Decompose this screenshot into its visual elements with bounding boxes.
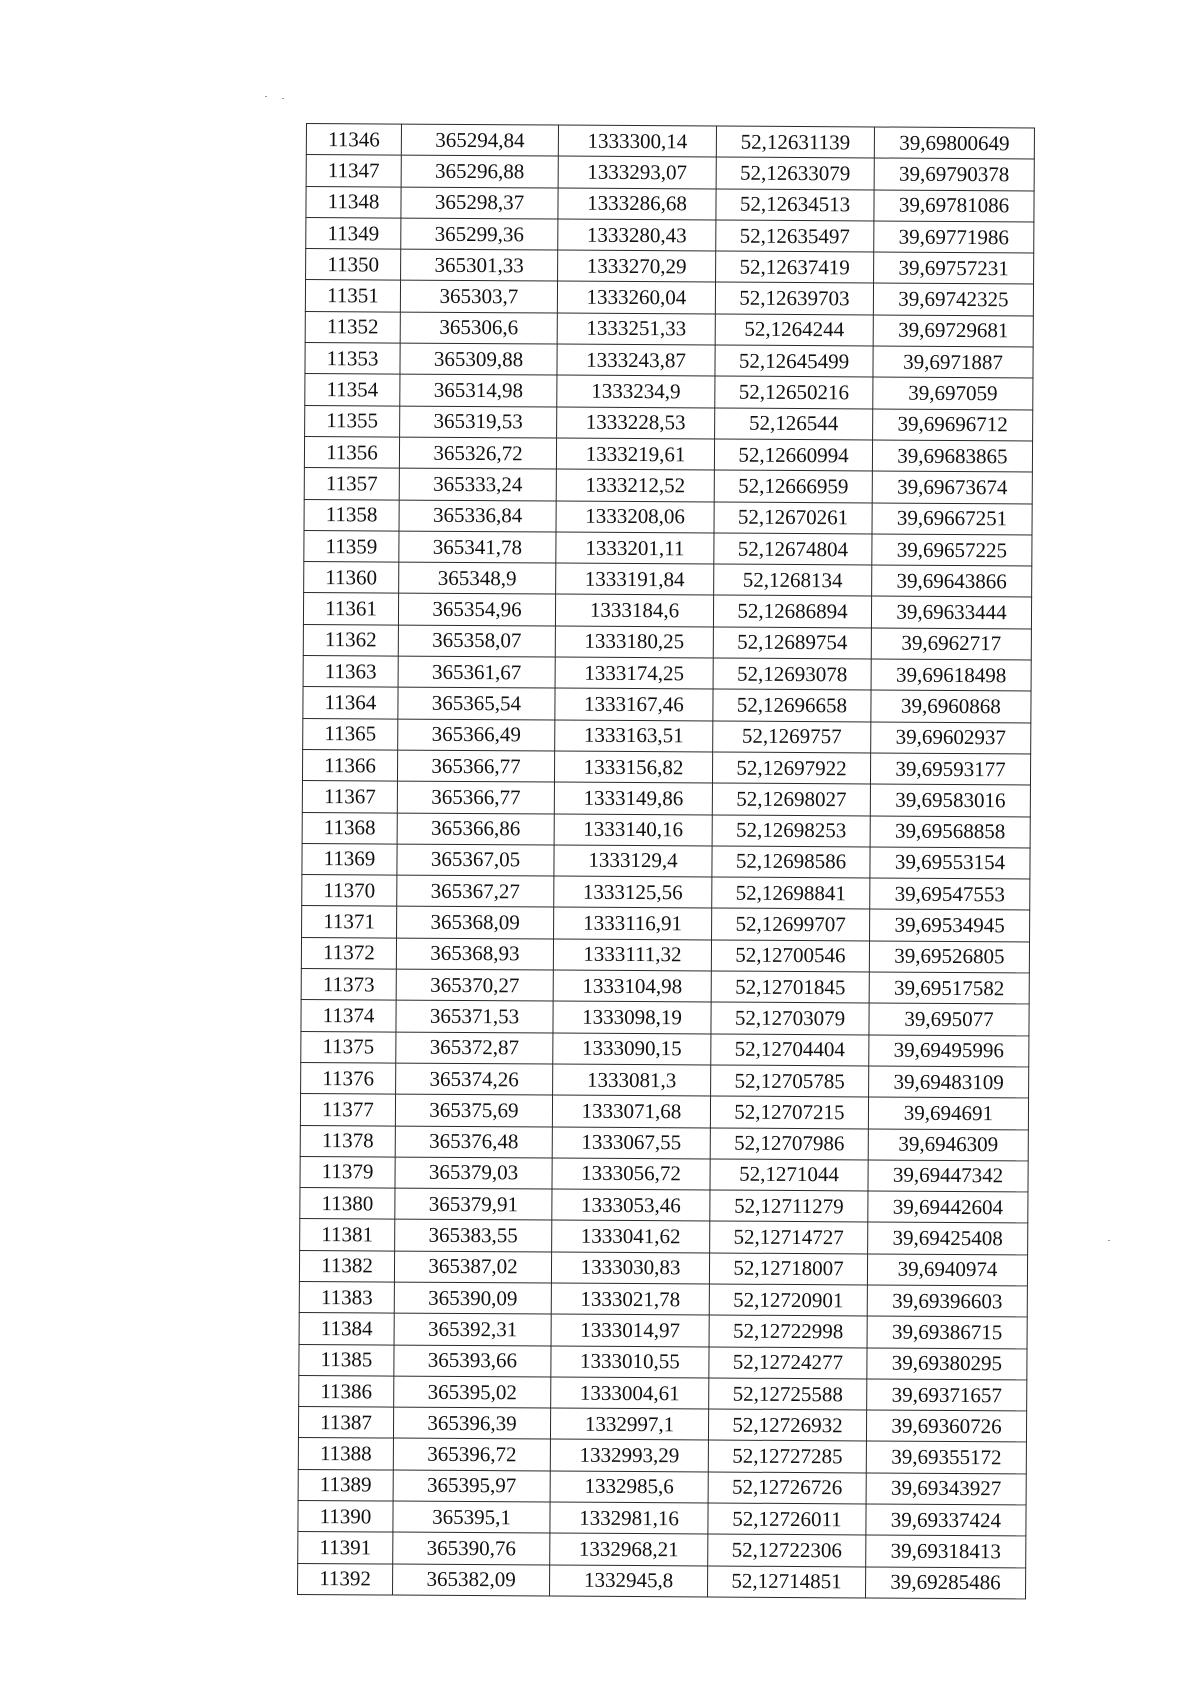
y-coordinate-cell: 1333180,25 xyxy=(555,626,713,658)
longitude-cell: 39,697059 xyxy=(873,377,1033,409)
table-row xyxy=(304,530,1032,566)
point-number-cell: 11391 xyxy=(298,1532,393,1564)
point-number-cell: 11374 xyxy=(301,1000,396,1032)
y-coordinate-cell: 1333208,06 xyxy=(556,501,714,533)
table-row xyxy=(303,624,1031,660)
longitude-cell: 39,69517582 xyxy=(869,972,1029,1004)
table-row xyxy=(304,562,1032,598)
point-number-cell: 11388 xyxy=(298,1438,393,1470)
latitude-cell: 52,12703079 xyxy=(711,1002,869,1034)
x-coordinate-cell: 365395,97 xyxy=(393,1470,550,1502)
table-row xyxy=(305,374,1033,410)
latitude-cell: 52,12666959 xyxy=(714,470,872,502)
longitude-cell: 39,69337424 xyxy=(866,1504,1026,1536)
latitude-cell: 52,12722306 xyxy=(708,1534,866,1566)
table-row xyxy=(301,1031,1029,1067)
y-coordinate-cell: 1333234,9 xyxy=(557,375,715,407)
x-coordinate-cell: 365383,55 xyxy=(395,1219,552,1251)
latitude-cell: 52,12633079 xyxy=(716,157,874,189)
point-number-cell: 11364 xyxy=(303,687,398,719)
table-row xyxy=(298,1469,1026,1505)
longitude-cell: 39,69355172 xyxy=(866,1441,1026,1473)
latitude-cell: 52,12698586 xyxy=(712,846,870,878)
latitude-cell: 52,12689754 xyxy=(713,627,871,659)
longitude-cell: 39,6960868 xyxy=(871,690,1031,722)
point-number-cell: 11375 xyxy=(301,1031,396,1063)
table-row xyxy=(303,718,1031,754)
latitude-cell: 52,12634513 xyxy=(716,189,874,221)
longitude-cell: 39,69583016 xyxy=(870,784,1030,816)
y-coordinate-cell: 1333071,68 xyxy=(552,1095,710,1127)
x-coordinate-cell: 365370,27 xyxy=(396,969,553,1001)
y-coordinate-cell: 1333067,55 xyxy=(552,1127,710,1159)
y-coordinate-cell: 1333140,16 xyxy=(554,814,712,846)
longitude-cell: 39,69729681 xyxy=(873,315,1033,347)
longitude-cell: 39,69425408 xyxy=(868,1222,1028,1254)
y-coordinate-cell: 1333201,11 xyxy=(556,532,714,564)
x-coordinate-cell: 365296,88 xyxy=(401,155,558,187)
x-coordinate-cell: 365366,77 xyxy=(397,781,554,813)
y-coordinate-cell: 1333191,84 xyxy=(556,563,714,595)
x-coordinate-cell: 365361,67 xyxy=(398,656,555,688)
table-row xyxy=(301,1000,1029,1036)
longitude-cell: 39,695077 xyxy=(869,1003,1029,1035)
x-coordinate-cell: 365390,76 xyxy=(393,1532,550,1564)
table-row xyxy=(300,1125,1028,1161)
y-coordinate-cell: 1333184,6 xyxy=(555,594,713,626)
point-number-cell: 11360 xyxy=(304,562,399,594)
table-row xyxy=(303,593,1031,629)
point-number-cell: 11387 xyxy=(298,1407,393,1439)
point-number-cell: 11356 xyxy=(304,436,399,468)
coordinates-table-body xyxy=(298,124,1035,1599)
x-coordinate-cell: 365371,53 xyxy=(396,1000,553,1032)
point-number-cell: 11365 xyxy=(303,718,398,750)
latitude-cell: 52,12698841 xyxy=(712,877,870,909)
y-coordinate-cell: 1333004,61 xyxy=(551,1377,709,1409)
longitude-cell: 39,69396603 xyxy=(867,1285,1027,1317)
table-row xyxy=(306,124,1034,160)
longitude-cell: 39,69657225 xyxy=(872,534,1032,566)
table-row xyxy=(301,969,1029,1005)
longitude-cell: 39,6946309 xyxy=(868,1128,1028,1160)
x-coordinate-cell: 365309,88 xyxy=(400,343,557,375)
x-coordinate-cell: 365366,77 xyxy=(397,750,554,782)
x-coordinate-cell: 365333,24 xyxy=(399,468,556,500)
point-number-cell: 11366 xyxy=(302,749,397,781)
x-coordinate-cell: 365358,07 xyxy=(398,625,555,657)
x-coordinate-cell: 365298,37 xyxy=(401,187,558,219)
table-row xyxy=(306,186,1034,222)
y-coordinate-cell: 1332997,1 xyxy=(550,1408,708,1440)
y-coordinate-cell: 1332985,6 xyxy=(550,1471,708,1503)
point-number-cell: 11390 xyxy=(298,1501,393,1533)
point-number-cell: 11386 xyxy=(299,1375,394,1407)
longitude-cell: 39,69553154 xyxy=(870,847,1030,879)
longitude-cell: 39,69380295 xyxy=(867,1348,1027,1380)
table-row xyxy=(298,1501,1026,1537)
table-row xyxy=(299,1344,1027,1380)
latitude-cell: 52,12707215 xyxy=(710,1096,868,1128)
latitude-cell: 52,12639703 xyxy=(715,282,873,314)
latitude-cell: 52,1269757 xyxy=(713,721,871,753)
y-coordinate-cell: 1333129,4 xyxy=(554,845,712,877)
y-coordinate-cell: 1333010,55 xyxy=(551,1346,709,1378)
point-number-cell: 11367 xyxy=(302,781,397,813)
y-coordinate-cell: 1333270,29 xyxy=(558,250,716,282)
table-row xyxy=(306,217,1034,253)
longitude-cell: 39,69442604 xyxy=(868,1191,1028,1223)
longitude-cell: 39,69534945 xyxy=(870,909,1030,941)
x-coordinate-cell: 365299,36 xyxy=(401,218,558,250)
y-coordinate-cell: 1333251,33 xyxy=(557,313,715,345)
longitude-cell: 39,69742325 xyxy=(873,283,1033,315)
table-row xyxy=(298,1532,1026,1568)
y-coordinate-cell: 1333116,91 xyxy=(554,907,712,939)
latitude-cell: 52,12696658 xyxy=(713,689,871,721)
longitude-cell: 39,69343927 xyxy=(866,1473,1026,1505)
x-coordinate-cell: 365367,27 xyxy=(397,875,554,907)
y-coordinate-cell: 1333219,61 xyxy=(556,438,714,470)
point-number-cell: 11377 xyxy=(300,1094,395,1126)
x-coordinate-cell: 365319,53 xyxy=(400,406,557,438)
y-coordinate-cell: 1333156,82 xyxy=(554,751,712,783)
point-number-cell: 11370 xyxy=(302,875,397,907)
x-coordinate-cell: 365379,03 xyxy=(395,1157,552,1189)
point-number-cell: 11384 xyxy=(299,1313,394,1345)
latitude-cell: 52,12705785 xyxy=(711,1065,869,1097)
table-row xyxy=(299,1375,1027,1411)
longitude-cell: 39,69643866 xyxy=(872,565,1032,597)
latitude-cell: 52,12714851 xyxy=(708,1566,866,1598)
latitude-cell: 52,12720901 xyxy=(709,1284,867,1316)
table-row xyxy=(301,1062,1029,1098)
table-row xyxy=(303,687,1031,723)
table-row xyxy=(306,249,1034,285)
x-coordinate-cell: 365336,84 xyxy=(399,500,556,532)
y-coordinate-cell: 1333286,68 xyxy=(558,188,716,220)
point-number-cell: 11380 xyxy=(300,1188,395,1220)
table-row xyxy=(304,436,1032,472)
longitude-cell: 39,694691 xyxy=(868,1097,1028,1129)
latitude-cell: 52,12724277 xyxy=(709,1347,867,1379)
y-coordinate-cell: 1333104,98 xyxy=(553,970,711,1002)
x-coordinate-cell: 365382,09 xyxy=(393,1564,550,1596)
point-number-cell: 11352 xyxy=(305,311,400,343)
y-coordinate-cell: 1333081,3 xyxy=(553,1064,711,1096)
point-number-cell: 11378 xyxy=(300,1125,395,1157)
y-coordinate-cell: 1333053,46 xyxy=(552,1189,710,1221)
x-coordinate-cell: 365379,91 xyxy=(395,1188,552,1220)
x-coordinate-cell: 365387,02 xyxy=(394,1251,551,1283)
table-row xyxy=(298,1563,1026,1599)
longitude-cell: 39,69360726 xyxy=(866,1410,1026,1442)
y-coordinate-cell: 1332945,8 xyxy=(550,1565,708,1597)
point-number-cell: 11369 xyxy=(302,843,397,875)
table-row xyxy=(302,781,1030,817)
y-coordinate-cell: 1333212,52 xyxy=(556,469,714,501)
latitude-cell: 52,12726726 xyxy=(708,1472,866,1504)
point-number-cell: 11354 xyxy=(305,374,400,406)
latitude-cell: 52,1271044 xyxy=(710,1159,868,1191)
longitude-cell: 39,69800649 xyxy=(874,127,1034,159)
longitude-cell: 39,69547553 xyxy=(870,878,1030,910)
table-row xyxy=(298,1438,1026,1474)
y-coordinate-cell: 1333167,46 xyxy=(555,688,713,720)
x-coordinate-cell: 365326,72 xyxy=(399,437,556,469)
point-number-cell: 11350 xyxy=(306,249,401,281)
table-row xyxy=(304,499,1032,535)
table-row xyxy=(301,937,1029,973)
x-coordinate-cell: 365341,78 xyxy=(399,531,556,563)
point-number-cell: 11358 xyxy=(304,499,399,531)
longitude-cell: 39,69618498 xyxy=(871,659,1031,691)
longitude-cell: 39,69593177 xyxy=(870,753,1030,785)
longitude-cell: 39,69495996 xyxy=(869,1035,1029,1067)
point-number-cell: 11376 xyxy=(301,1062,396,1094)
point-number-cell: 11372 xyxy=(301,937,396,969)
x-coordinate-cell: 365301,33 xyxy=(401,249,558,281)
x-coordinate-cell: 365392,31 xyxy=(394,1313,551,1345)
table-row xyxy=(300,1156,1028,1192)
longitude-cell: 39,69371657 xyxy=(867,1379,1027,1411)
x-coordinate-cell: 365368,93 xyxy=(396,938,553,970)
x-coordinate-cell: 365367,05 xyxy=(397,844,554,876)
y-coordinate-cell: 1333041,62 xyxy=(552,1220,710,1252)
point-number-cell: 11383 xyxy=(299,1281,394,1313)
latitude-cell: 52,12704404 xyxy=(711,1034,869,1066)
point-number-cell: 11357 xyxy=(304,468,399,500)
point-number-cell: 11382 xyxy=(299,1250,394,1282)
y-coordinate-cell: 1333174,25 xyxy=(555,657,713,689)
x-coordinate-cell: 365366,49 xyxy=(398,719,555,751)
longitude-cell: 39,69568858 xyxy=(870,815,1030,847)
point-number-cell: 11351 xyxy=(305,280,400,312)
latitude-cell: 52,12714727 xyxy=(710,1221,868,1253)
y-coordinate-cell: 1333163,51 xyxy=(555,720,713,752)
table-row xyxy=(299,1281,1027,1317)
y-coordinate-cell: 1332981,16 xyxy=(550,1502,708,1534)
longitude-cell: 39,69667251 xyxy=(872,503,1032,535)
longitude-cell: 39,6962717 xyxy=(871,628,1031,660)
x-coordinate-cell: 365374,26 xyxy=(396,1063,553,1095)
latitude-cell: 52,12725588 xyxy=(709,1378,867,1410)
x-coordinate-cell: 365396,39 xyxy=(393,1407,550,1439)
latitude-cell: 52,12726011 xyxy=(708,1503,866,1535)
x-coordinate-cell: 365372,87 xyxy=(396,1032,553,1064)
table-row xyxy=(300,1188,1028,1224)
table-row xyxy=(299,1250,1027,1286)
y-coordinate-cell: 1333300,14 xyxy=(558,125,716,157)
point-number-cell: 11347 xyxy=(306,155,401,187)
latitude-cell: 52,12674804 xyxy=(714,533,872,565)
y-coordinate-cell: 1333125,56 xyxy=(554,876,712,908)
x-coordinate-cell: 365393,66 xyxy=(394,1345,551,1377)
latitude-cell: 52,12727285 xyxy=(708,1440,866,1472)
point-number-cell: 11349 xyxy=(306,217,401,249)
x-coordinate-cell: 365395,1 xyxy=(393,1501,550,1533)
x-coordinate-cell: 365365,54 xyxy=(398,687,555,719)
longitude-cell: 39,6971887 xyxy=(873,346,1033,378)
table-row xyxy=(300,1219,1028,1255)
longitude-cell: 39,69285486 xyxy=(866,1567,1026,1599)
y-coordinate-cell: 1333014,97 xyxy=(551,1314,709,1346)
y-coordinate-cell: 1333260,04 xyxy=(557,282,715,314)
table-row xyxy=(302,749,1030,785)
latitude-cell: 52,12726932 xyxy=(708,1409,866,1441)
longitude-cell: 39,69673674 xyxy=(872,471,1032,503)
latitude-cell: 52,12701845 xyxy=(711,971,869,1003)
x-coordinate-cell: 365366,86 xyxy=(397,813,554,845)
latitude-cell: 52,12650216 xyxy=(715,376,873,408)
table-row xyxy=(305,405,1033,441)
x-coordinate-cell: 365375,69 xyxy=(395,1094,552,1126)
x-coordinate-cell: 365354,96 xyxy=(398,594,555,626)
y-coordinate-cell: 1333056,72 xyxy=(552,1158,710,1190)
point-number-cell: 11355 xyxy=(305,405,400,437)
latitude-cell: 52,12707986 xyxy=(710,1127,868,1159)
latitude-cell: 52,12660994 xyxy=(714,439,872,471)
x-coordinate-cell: 365294,84 xyxy=(401,124,558,156)
point-number-cell: 11368 xyxy=(302,812,397,844)
table-row xyxy=(302,812,1030,848)
table-row xyxy=(305,343,1033,379)
point-number-cell: 11348 xyxy=(306,186,401,218)
longitude-cell: 39,69696712 xyxy=(873,409,1033,441)
y-coordinate-cell: 1333030,83 xyxy=(551,1252,709,1284)
longitude-cell: 39,69757231 xyxy=(874,252,1034,284)
x-coordinate-cell: 365395,02 xyxy=(394,1376,551,1408)
table-row xyxy=(302,906,1030,942)
longitude-cell: 39,69633444 xyxy=(871,596,1031,628)
table-row xyxy=(305,280,1033,316)
point-number-cell: 11361 xyxy=(303,593,398,625)
longitude-cell: 39,69781086 xyxy=(874,190,1034,222)
y-coordinate-cell: 1332968,21 xyxy=(550,1533,708,1565)
x-coordinate-cell: 365348,9 xyxy=(399,562,556,594)
table-row xyxy=(304,468,1032,504)
point-number-cell: 11392 xyxy=(298,1563,393,1595)
latitude-cell: 52,12718007 xyxy=(709,1253,867,1285)
table-row xyxy=(303,656,1031,692)
latitude-cell: 52,126544 xyxy=(715,408,873,440)
point-number-cell: 11385 xyxy=(299,1344,394,1376)
x-coordinate-cell: 365376,48 xyxy=(395,1126,552,1158)
y-coordinate-cell: 1333090,15 xyxy=(553,1033,711,1065)
longitude-cell: 39,6940974 xyxy=(867,1254,1027,1286)
table-row xyxy=(302,875,1030,911)
latitude-cell: 52,12670261 xyxy=(714,502,872,534)
longitude-cell: 39,69790378 xyxy=(874,158,1034,190)
x-coordinate-cell: 365396,72 xyxy=(393,1439,550,1471)
latitude-cell: 52,12722998 xyxy=(709,1315,867,1347)
y-coordinate-cell: 1333021,78 xyxy=(551,1283,709,1315)
table-row xyxy=(300,1094,1028,1130)
y-coordinate-cell: 1333228,53 xyxy=(557,407,715,439)
latitude-cell: 52,12711279 xyxy=(710,1190,868,1222)
table-row xyxy=(305,311,1033,347)
latitude-cell: 52,12631139 xyxy=(716,126,874,158)
x-coordinate-cell: 365314,98 xyxy=(400,374,557,406)
point-number-cell: 11381 xyxy=(300,1219,395,1251)
point-number-cell: 11379 xyxy=(300,1156,395,1188)
latitude-cell: 52,12686894 xyxy=(713,595,871,627)
latitude-cell: 52,1268134 xyxy=(714,564,872,596)
latitude-cell: 52,12697922 xyxy=(712,752,870,784)
y-coordinate-cell: 1333098,19 xyxy=(553,1001,711,1033)
x-coordinate-cell: 365303,7 xyxy=(400,281,557,313)
scan-speck xyxy=(1108,1240,1110,1241)
longitude-cell: 39,69386715 xyxy=(867,1316,1027,1348)
latitude-cell: 52,12698027 xyxy=(712,783,870,815)
point-number-cell: 11353 xyxy=(305,343,400,375)
longitude-cell: 39,69447342 xyxy=(868,1160,1028,1192)
y-coordinate-cell: 1332993,29 xyxy=(550,1439,708,1471)
point-number-cell: 11362 xyxy=(303,624,398,656)
point-number-cell: 11371 xyxy=(302,906,397,938)
y-coordinate-cell: 1333111,32 xyxy=(553,939,711,971)
table-row xyxy=(306,155,1034,191)
point-number-cell: 11373 xyxy=(301,969,396,1001)
x-coordinate-cell: 365390,09 xyxy=(394,1282,551,1314)
coordinates-table xyxy=(297,123,1035,1599)
y-coordinate-cell: 1333293,07 xyxy=(558,156,716,188)
y-coordinate-cell: 1333149,86 xyxy=(554,782,712,814)
x-coordinate-cell: 365306,6 xyxy=(400,312,557,344)
longitude-cell: 39,69483109 xyxy=(869,1066,1029,1098)
latitude-cell: 52,1264244 xyxy=(715,314,873,346)
point-number-cell: 11389 xyxy=(298,1469,393,1501)
table-row xyxy=(299,1313,1027,1349)
y-coordinate-cell: 1333280,43 xyxy=(558,219,716,251)
scan-speck xyxy=(265,96,267,97)
latitude-cell: 52,12635497 xyxy=(716,220,874,252)
longitude-cell: 39,69526805 xyxy=(869,941,1029,973)
latitude-cell: 52,12693078 xyxy=(713,658,871,690)
point-number-cell: 11363 xyxy=(303,656,398,688)
latitude-cell: 52,12637419 xyxy=(716,251,874,283)
table-row xyxy=(302,843,1030,879)
table-row xyxy=(298,1407,1026,1443)
longitude-cell: 39,69771986 xyxy=(874,221,1034,253)
latitude-cell: 52,12699707 xyxy=(712,908,870,940)
latitude-cell: 52,12645499 xyxy=(715,345,873,377)
x-coordinate-cell: 365368,09 xyxy=(397,906,554,938)
y-coordinate-cell: 1333243,87 xyxy=(557,344,715,376)
point-number-cell: 11359 xyxy=(304,530,399,562)
latitude-cell: 52,12698253 xyxy=(712,815,870,847)
scan-speck xyxy=(282,98,284,99)
longitude-cell: 39,69602937 xyxy=(871,722,1031,754)
latitude-cell: 52,12700546 xyxy=(711,940,869,972)
point-number-cell: 11346 xyxy=(306,124,401,156)
longitude-cell: 39,69683865 xyxy=(872,440,1032,472)
longitude-cell: 39,69318413 xyxy=(866,1535,1026,1567)
